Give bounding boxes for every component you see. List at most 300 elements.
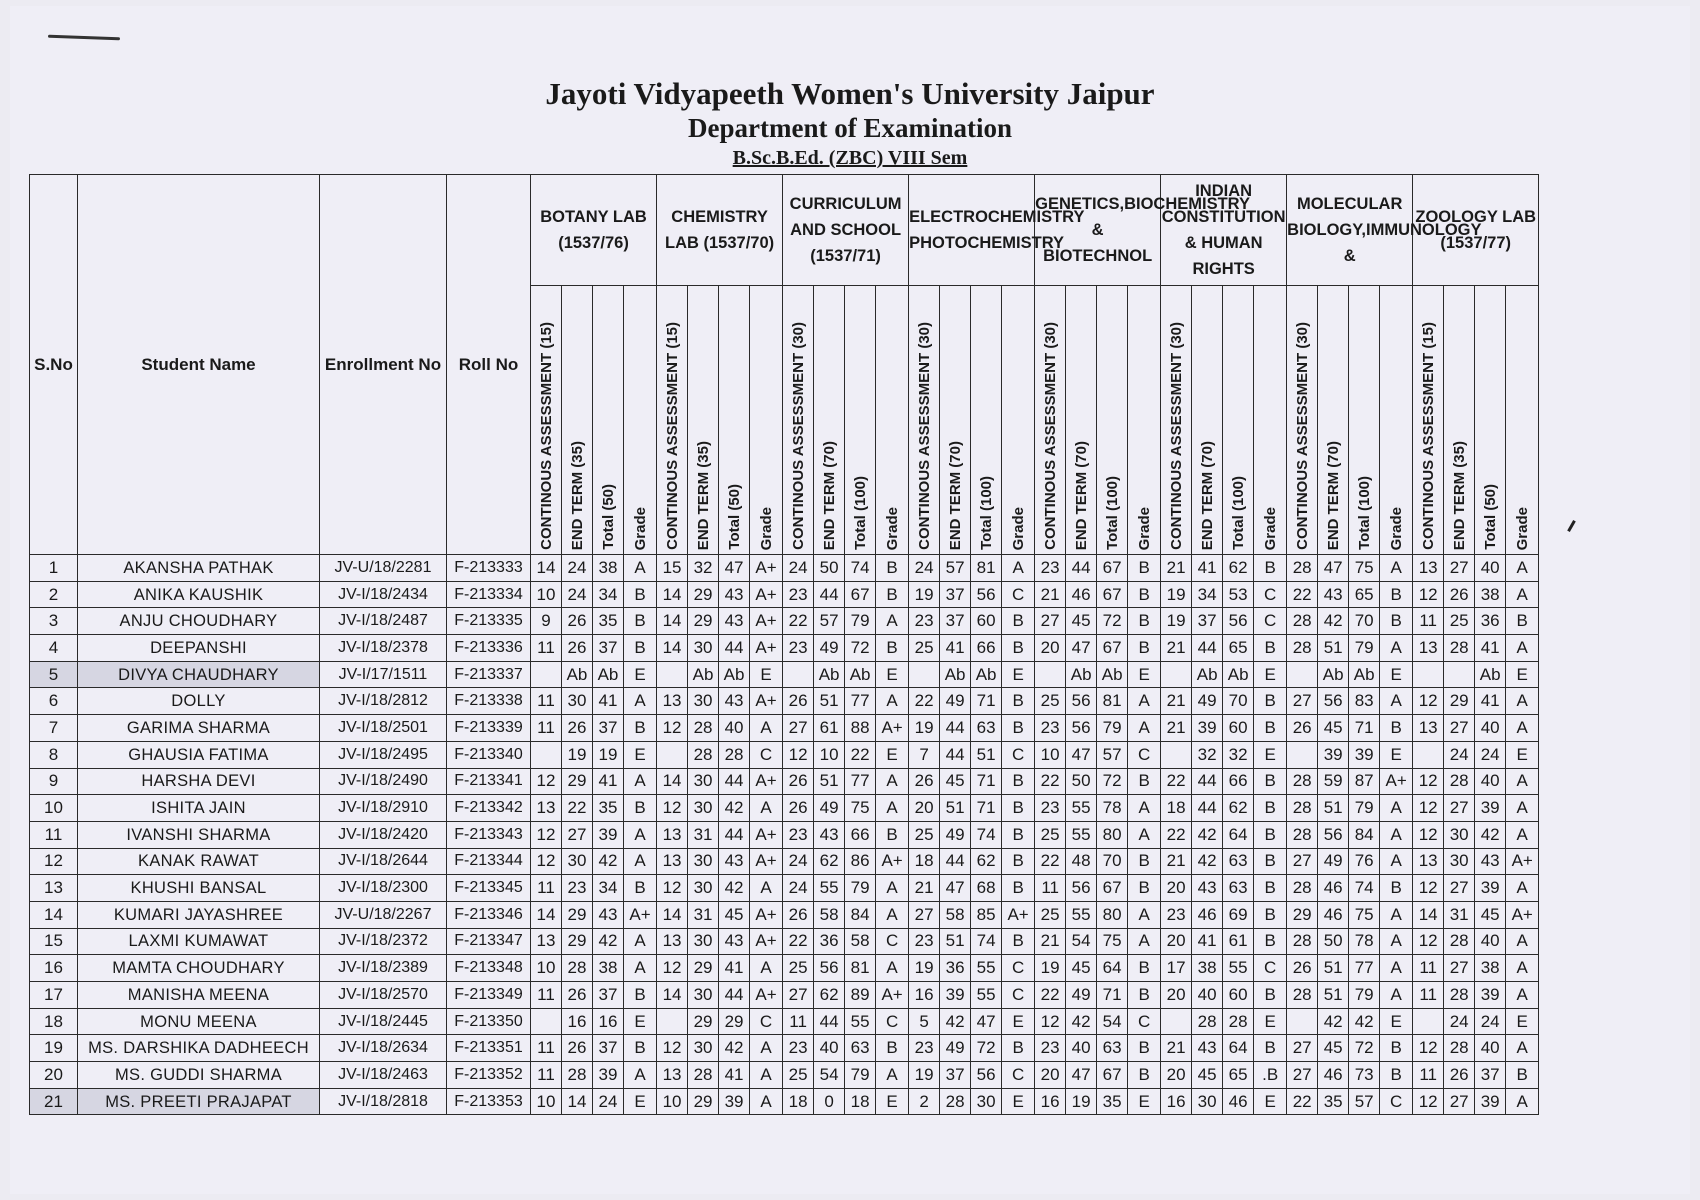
cell-mark: A bbox=[1380, 901, 1413, 928]
cell-mark: 24 bbox=[1475, 1008, 1506, 1035]
cell-mark: 62 bbox=[1223, 795, 1254, 822]
component-header bbox=[1161, 286, 1192, 555]
component-header bbox=[593, 286, 624, 555]
cell-mark: 71 bbox=[1097, 982, 1128, 1009]
cell-mark: 17 bbox=[1161, 955, 1192, 982]
cell-mark: B bbox=[1128, 768, 1161, 795]
cell-mark: 19 bbox=[909, 1062, 940, 1089]
component-header bbox=[1444, 286, 1475, 555]
cell-mark: 46 bbox=[1192, 901, 1223, 928]
cell-mark: 34 bbox=[1192, 581, 1223, 608]
cell-mark: 84 bbox=[1349, 821, 1380, 848]
cell-mark: 38 bbox=[1475, 581, 1506, 608]
cell-mark: E bbox=[1002, 1088, 1035, 1115]
cell-sno: 11 bbox=[30, 821, 78, 848]
cell-mark: A+ bbox=[1002, 901, 1035, 928]
cell-mark: 81 bbox=[845, 955, 876, 982]
cell-mark: 39 bbox=[1318, 741, 1349, 768]
cell-mark: 10 bbox=[531, 581, 562, 608]
cell-mark: 55 bbox=[971, 955, 1002, 982]
cell-mark: 58 bbox=[845, 928, 876, 955]
cell-roll-no: F-213341 bbox=[447, 768, 531, 795]
cell-roll-no: F-213352 bbox=[447, 1062, 531, 1089]
cell-mark: 12 bbox=[1413, 821, 1444, 848]
cell-mark: C bbox=[1254, 955, 1287, 982]
cell-mark: 11 bbox=[1413, 982, 1444, 1009]
cell-mark: 24 bbox=[783, 555, 814, 582]
cell-mark: 12 bbox=[1035, 1008, 1066, 1035]
component-header-label: Grade bbox=[757, 506, 775, 550]
cell-mark: 19 bbox=[909, 715, 940, 742]
cell-mark: 30 bbox=[688, 768, 719, 795]
cell-mark: B bbox=[1128, 1062, 1161, 1089]
cell-mark: E bbox=[876, 661, 909, 688]
cell-mark: A bbox=[624, 821, 657, 848]
cell-mark: 56 bbox=[971, 1062, 1002, 1089]
component-header-label: Grade bbox=[1009, 506, 1027, 550]
cell-mark: 14 bbox=[531, 555, 562, 582]
cell-mark: 42 bbox=[1192, 821, 1223, 848]
cell-student-name: MS. PREETI PRAJAPAT bbox=[78, 1088, 320, 1115]
cell-mark: 31 bbox=[688, 901, 719, 928]
cell-mark: 37 bbox=[593, 1035, 624, 1062]
cell-mark: 56 bbox=[1066, 715, 1097, 742]
cell-mark: Ab bbox=[845, 661, 876, 688]
cell-student-name: MANISHA MEENA bbox=[78, 982, 320, 1009]
cell-mark: 30 bbox=[688, 982, 719, 1009]
cell-mark: 12 bbox=[1413, 928, 1444, 955]
cell-mark: 22 bbox=[1035, 768, 1066, 795]
cell-mark: 75 bbox=[1097, 928, 1128, 955]
cell-mark: B bbox=[1254, 1035, 1287, 1062]
component-header-label: CONTINOUS ASSESSMENT (15) bbox=[537, 322, 555, 550]
cell-mark: Ab bbox=[814, 661, 845, 688]
cell-mark: 16 bbox=[1035, 1088, 1066, 1115]
cell-mark: B bbox=[1002, 928, 1035, 955]
cell-mark: Ab bbox=[1318, 661, 1349, 688]
cell-mark: B bbox=[1380, 1035, 1413, 1062]
cell-mark: 28 bbox=[1287, 768, 1318, 795]
cell-mark: 11 bbox=[1035, 875, 1066, 902]
component-header-label: Grade bbox=[1387, 506, 1405, 550]
cell-roll-no: F-213340 bbox=[447, 741, 531, 768]
cell-mark: 63 bbox=[1097, 1035, 1128, 1062]
subject-header: INDIAN CONSTITUTION & HUMAN RIGHTS bbox=[1161, 175, 1287, 286]
cell-mark: A+ bbox=[876, 982, 909, 1009]
cell-mark: 66 bbox=[971, 635, 1002, 662]
cell-mark: B bbox=[1380, 875, 1413, 902]
cell-mark: 78 bbox=[1097, 795, 1128, 822]
cell-student-name: MAMTA CHOUDHARY bbox=[78, 955, 320, 982]
cell-mark: 35 bbox=[1318, 1088, 1349, 1115]
cell-mark: E bbox=[1380, 1008, 1413, 1035]
cell-mark: E bbox=[750, 661, 783, 688]
cell-mark: 80 bbox=[1097, 821, 1128, 848]
col-header-enrollment-no: Enrollment No bbox=[320, 175, 447, 555]
cell-mark: E bbox=[1506, 661, 1539, 688]
cell-mark: 49 bbox=[1066, 982, 1097, 1009]
cell-mark: E bbox=[624, 1008, 657, 1035]
cell-mark: 12 bbox=[657, 1035, 688, 1062]
cell-mark: 35 bbox=[593, 608, 624, 635]
cell-enrollment-no: JV-I/18/2495 bbox=[320, 741, 447, 768]
component-header bbox=[1223, 286, 1254, 555]
cell-mark: Ab bbox=[1192, 661, 1223, 688]
cell-student-name: MONU MEENA bbox=[78, 1008, 320, 1035]
cell-mark: C bbox=[1002, 741, 1035, 768]
cell-mark: 27 bbox=[562, 821, 593, 848]
cell-mark: 61 bbox=[1223, 928, 1254, 955]
cell-mark: B bbox=[624, 875, 657, 902]
cell-mark: 12 bbox=[1413, 1035, 1444, 1062]
cell-mark bbox=[1287, 661, 1318, 688]
cell-mark: 23 bbox=[562, 875, 593, 902]
component-header bbox=[562, 286, 593, 555]
cell-mark: A bbox=[1506, 688, 1539, 715]
cell-student-name: MS. DARSHIKA DADHEECH bbox=[78, 1035, 320, 1062]
cell-mark: B bbox=[876, 821, 909, 848]
cell-mark: 35 bbox=[593, 795, 624, 822]
table-row bbox=[30, 848, 1539, 875]
cell-mark: 13 bbox=[1413, 715, 1444, 742]
cell-mark: 51 bbox=[814, 768, 845, 795]
cell-mark: C bbox=[1002, 982, 1035, 1009]
cell-mark: C bbox=[876, 928, 909, 955]
cell-mark: B bbox=[624, 795, 657, 822]
cell-student-name: DIVYA CHAUDHARY bbox=[78, 661, 320, 688]
cell-mark: 25 bbox=[909, 635, 940, 662]
cell-enrollment-no: JV-I/18/2372 bbox=[320, 928, 447, 955]
cell-mark: 44 bbox=[719, 635, 750, 662]
cell-mark: B bbox=[624, 608, 657, 635]
cell-mark: 60 bbox=[1223, 982, 1254, 1009]
cell-mark: 39 bbox=[593, 1062, 624, 1089]
cell-mark: 40 bbox=[1475, 768, 1506, 795]
cell-mark: A bbox=[1506, 1035, 1539, 1062]
cell-mark: 20 bbox=[1035, 635, 1066, 662]
cell-student-name: KHUSHI BANSAL bbox=[78, 875, 320, 902]
component-header bbox=[1254, 286, 1287, 555]
cell-mark: 25 bbox=[909, 821, 940, 848]
cell-mark: 56 bbox=[971, 581, 1002, 608]
cell-mark: 22 bbox=[783, 928, 814, 955]
cell-mark: 10 bbox=[531, 955, 562, 982]
cell-mark: A+ bbox=[750, 581, 783, 608]
cell-mark: 29 bbox=[688, 1088, 719, 1115]
cell-mark: 39 bbox=[593, 821, 624, 848]
cell-roll-no: F-213337 bbox=[447, 661, 531, 688]
cell-mark: B bbox=[1128, 848, 1161, 875]
cell-mark: 62 bbox=[971, 848, 1002, 875]
cell-mark: 41 bbox=[719, 1062, 750, 1089]
cell-mark: 30 bbox=[1444, 848, 1475, 875]
cell-mark: B bbox=[1254, 901, 1287, 928]
cell-mark: A+ bbox=[624, 901, 657, 928]
cell-mark: 12 bbox=[657, 875, 688, 902]
cell-mark: B bbox=[1128, 955, 1161, 982]
cell-enrollment-no: JV-I/18/2389 bbox=[320, 955, 447, 982]
cell-mark: B bbox=[1254, 688, 1287, 715]
cell-mark bbox=[657, 741, 688, 768]
cell-mark: 22 bbox=[1161, 821, 1192, 848]
cell-roll-no: F-213339 bbox=[447, 715, 531, 742]
cell-mark: 28 bbox=[719, 741, 750, 768]
cell-mark: 28 bbox=[1192, 1008, 1223, 1035]
cell-mark: B bbox=[1128, 635, 1161, 662]
cell-mark: 28 bbox=[1287, 928, 1318, 955]
cell-mark: A bbox=[876, 955, 909, 982]
cell-mark: 56 bbox=[1223, 608, 1254, 635]
cell-mark: 79 bbox=[1349, 982, 1380, 1009]
table-row bbox=[30, 901, 1539, 928]
cell-mark: 22 bbox=[562, 795, 593, 822]
cell-mark: 27 bbox=[1444, 555, 1475, 582]
cell-mark: 12 bbox=[783, 741, 814, 768]
cell-mark: 43 bbox=[719, 928, 750, 955]
cell-mark: 24 bbox=[1444, 1008, 1475, 1035]
cell-mark: 40 bbox=[719, 715, 750, 742]
cell-mark: A bbox=[876, 1062, 909, 1089]
cell-mark: 34 bbox=[593, 581, 624, 608]
cell-mark: 39 bbox=[1475, 1088, 1506, 1115]
cell-mark: 81 bbox=[971, 555, 1002, 582]
pen-stroke-mark bbox=[48, 35, 120, 41]
cell-mark: 11 bbox=[531, 875, 562, 902]
component-header-label: Total (50) bbox=[1481, 484, 1499, 550]
cell-sno: 5 bbox=[30, 661, 78, 688]
cell-mark: 26 bbox=[783, 768, 814, 795]
cell-mark: 28 bbox=[940, 1088, 971, 1115]
cell-mark: 42 bbox=[1318, 608, 1349, 635]
cell-mark: 75 bbox=[845, 795, 876, 822]
component-header-label: Grade bbox=[1261, 506, 1279, 550]
cell-mark: 12 bbox=[1413, 768, 1444, 795]
cell-mark bbox=[531, 661, 562, 688]
cell-mark: 89 bbox=[845, 982, 876, 1009]
cell-enrollment-no: JV-I/18/2644 bbox=[320, 848, 447, 875]
cell-mark: 13 bbox=[657, 928, 688, 955]
cell-mark: 57 bbox=[814, 608, 845, 635]
table-row bbox=[30, 982, 1539, 1009]
cell-mark: E bbox=[1128, 661, 1161, 688]
cell-mark: 45 bbox=[940, 768, 971, 795]
cell-mark: 29 bbox=[1287, 901, 1318, 928]
cell-enrollment-no: JV-I/18/2570 bbox=[320, 982, 447, 1009]
cell-mark: 23 bbox=[783, 1035, 814, 1062]
cell-mark: 45 bbox=[1318, 715, 1349, 742]
cell-mark: 11 bbox=[531, 982, 562, 1009]
cell-sno: 19 bbox=[30, 1035, 78, 1062]
cell-mark: 42 bbox=[593, 848, 624, 875]
cell-mark: 39 bbox=[1475, 795, 1506, 822]
cell-mark: 29 bbox=[688, 1008, 719, 1035]
cell-mark: C bbox=[750, 741, 783, 768]
cell-mark: E bbox=[1506, 741, 1539, 768]
cell-mark: A bbox=[1506, 982, 1539, 1009]
cell-mark: 41 bbox=[1475, 635, 1506, 662]
cell-mark: B bbox=[1002, 688, 1035, 715]
cell-mark: 40 bbox=[1475, 555, 1506, 582]
cell-mark: 51 bbox=[814, 688, 845, 715]
table-row bbox=[30, 1062, 1539, 1089]
cell-mark: A bbox=[876, 768, 909, 795]
cell-mark: 65 bbox=[1349, 581, 1380, 608]
cell-mark: 27 bbox=[1287, 1035, 1318, 1062]
cell-roll-no: F-213336 bbox=[447, 635, 531, 662]
cell-mark: E bbox=[1002, 1008, 1035, 1035]
component-header-label: END TERM (35) bbox=[694, 440, 712, 550]
cell-mark: 45 bbox=[1066, 608, 1097, 635]
subject-header: CURRICULUM AND SCHOOL (1537/71) bbox=[783, 175, 909, 286]
cell-mark: A bbox=[876, 608, 909, 635]
component-header-label: CONTINOUS ASSESSMENT (15) bbox=[663, 322, 681, 550]
cell-mark: 27 bbox=[1444, 875, 1475, 902]
cell-mark: 28 bbox=[1223, 1008, 1254, 1035]
cell-mark: 44 bbox=[719, 821, 750, 848]
cell-mark: 77 bbox=[1349, 955, 1380, 982]
cell-mark: 64 bbox=[1223, 1035, 1254, 1062]
table-row bbox=[30, 1035, 1539, 1062]
cell-mark: 57 bbox=[1349, 1088, 1380, 1115]
cell-mark: 32 bbox=[1223, 741, 1254, 768]
cell-mark: 19 bbox=[1161, 581, 1192, 608]
cell-mark: A bbox=[1380, 635, 1413, 662]
cell-sno: 10 bbox=[30, 795, 78, 822]
cell-mark: A bbox=[1002, 555, 1035, 582]
cell-mark: 71 bbox=[971, 768, 1002, 795]
cell-mark: A bbox=[1380, 795, 1413, 822]
cell-mark: B bbox=[1380, 715, 1413, 742]
cell-mark: 56 bbox=[1318, 688, 1349, 715]
cell-mark: 26 bbox=[562, 635, 593, 662]
cell-mark: B bbox=[1254, 555, 1287, 582]
cell-mark: 27 bbox=[1444, 955, 1475, 982]
cell-mark: 44 bbox=[1192, 768, 1223, 795]
cell-mark: 14 bbox=[531, 901, 562, 928]
cell-mark: 74 bbox=[971, 821, 1002, 848]
cell-mark: B bbox=[624, 982, 657, 1009]
cell-mark: A bbox=[750, 1088, 783, 1115]
cell-mark: 56 bbox=[1066, 688, 1097, 715]
cell-mark: 14 bbox=[657, 768, 688, 795]
cell-mark bbox=[531, 741, 562, 768]
cell-mark: 13 bbox=[657, 848, 688, 875]
cell-mark: 51 bbox=[1318, 635, 1349, 662]
cell-mark: 43 bbox=[719, 581, 750, 608]
cell-mark: 21 bbox=[1161, 715, 1192, 742]
cell-mark: A+ bbox=[750, 821, 783, 848]
university-title: Jayoti Vidyapeeth Women's University Jaipur bbox=[545, 76, 1155, 111]
cell-mark: A bbox=[1506, 768, 1539, 795]
cell-mark: A bbox=[1506, 1088, 1539, 1115]
cell-mark: A+ bbox=[876, 848, 909, 875]
cell-mark: A bbox=[1380, 688, 1413, 715]
cell-mark: 62 bbox=[1223, 555, 1254, 582]
cell-mark: 49 bbox=[1318, 848, 1349, 875]
cell-mark: 12 bbox=[1413, 581, 1444, 608]
cell-mark: 29 bbox=[688, 581, 719, 608]
cell-mark: 45 bbox=[1192, 1062, 1223, 1089]
cell-mark: A bbox=[624, 768, 657, 795]
cell-enrollment-no: JV-I/18/2445 bbox=[320, 1008, 447, 1035]
cell-mark: A bbox=[1380, 982, 1413, 1009]
cell-mark: B bbox=[1380, 608, 1413, 635]
cell-mark: Ab bbox=[1349, 661, 1380, 688]
cell-roll-no: F-213345 bbox=[447, 875, 531, 902]
cell-mark: 27 bbox=[1035, 608, 1066, 635]
cell-mark: 70 bbox=[1097, 848, 1128, 875]
cell-mark: 10 bbox=[1035, 741, 1066, 768]
component-header bbox=[1287, 286, 1318, 555]
cell-mark: 23 bbox=[1161, 901, 1192, 928]
cell-mark: 39 bbox=[1475, 875, 1506, 902]
cell-mark: 42 bbox=[719, 1035, 750, 1062]
subject-header: ZOOLOGY LAB (1537/77) bbox=[1413, 175, 1539, 286]
cell-mark: B bbox=[624, 581, 657, 608]
table-row bbox=[30, 661, 1539, 688]
cell-mark: 22 bbox=[1035, 848, 1066, 875]
table-row bbox=[30, 768, 1539, 795]
cell-mark: C bbox=[1254, 581, 1287, 608]
cell-mark: 11 bbox=[531, 635, 562, 662]
component-header bbox=[845, 286, 876, 555]
cell-sno: 8 bbox=[30, 741, 78, 768]
cell-mark: 24 bbox=[1444, 741, 1475, 768]
cell-mark: 55 bbox=[971, 982, 1002, 1009]
cell-mark: 74 bbox=[1349, 875, 1380, 902]
cell-mark: 36 bbox=[940, 955, 971, 982]
cell-mark: 75 bbox=[1349, 555, 1380, 582]
cell-mark: 28 bbox=[1287, 608, 1318, 635]
subject-header: GENETICS,BIOCHEMISTRY & BIOTECHNOL bbox=[1035, 175, 1161, 286]
cell-mark: 43 bbox=[1475, 848, 1506, 875]
cell-mark: 70 bbox=[1349, 608, 1380, 635]
cell-mark: 0 bbox=[814, 1088, 845, 1115]
cell-mark: 57 bbox=[1097, 741, 1128, 768]
cell-mark: 24 bbox=[783, 848, 814, 875]
cell-mark: 79 bbox=[845, 608, 876, 635]
cell-mark: 23 bbox=[909, 608, 940, 635]
cell-mark: 31 bbox=[1444, 901, 1475, 928]
cell-mark: 69 bbox=[1223, 901, 1254, 928]
cell-enrollment-no: JV-I/18/2490 bbox=[320, 768, 447, 795]
cell-mark: 25 bbox=[1035, 821, 1066, 848]
cell-mark: Ab bbox=[940, 661, 971, 688]
cell-mark: 29 bbox=[1444, 688, 1475, 715]
cell-mark: 67 bbox=[1097, 555, 1128, 582]
component-header-label: Grade bbox=[883, 506, 901, 550]
cell-mark: 41 bbox=[593, 688, 624, 715]
cell-student-name: AKANSHA PATHAK bbox=[78, 555, 320, 582]
cell-mark: 61 bbox=[814, 715, 845, 742]
cell-mark: 23 bbox=[1035, 1035, 1066, 1062]
cell-mark: 56 bbox=[1318, 821, 1349, 848]
cell-mark: 47 bbox=[1066, 1062, 1097, 1089]
component-header bbox=[657, 286, 688, 555]
cell-mark: 55 bbox=[814, 875, 845, 902]
cell-mark: 10 bbox=[531, 1088, 562, 1115]
cell-mark: 13 bbox=[1413, 555, 1444, 582]
cell-mark: 30 bbox=[1192, 1088, 1223, 1115]
component-header bbox=[750, 286, 783, 555]
component-header-label: Total (100) bbox=[977, 476, 995, 550]
component-header bbox=[1475, 286, 1506, 555]
cell-mark: 56 bbox=[1066, 875, 1097, 902]
cell-mark: Ab bbox=[688, 661, 719, 688]
cell-mark: 81 bbox=[1097, 688, 1128, 715]
component-header bbox=[940, 286, 971, 555]
cell-enrollment-no: JV-I/18/2420 bbox=[320, 821, 447, 848]
